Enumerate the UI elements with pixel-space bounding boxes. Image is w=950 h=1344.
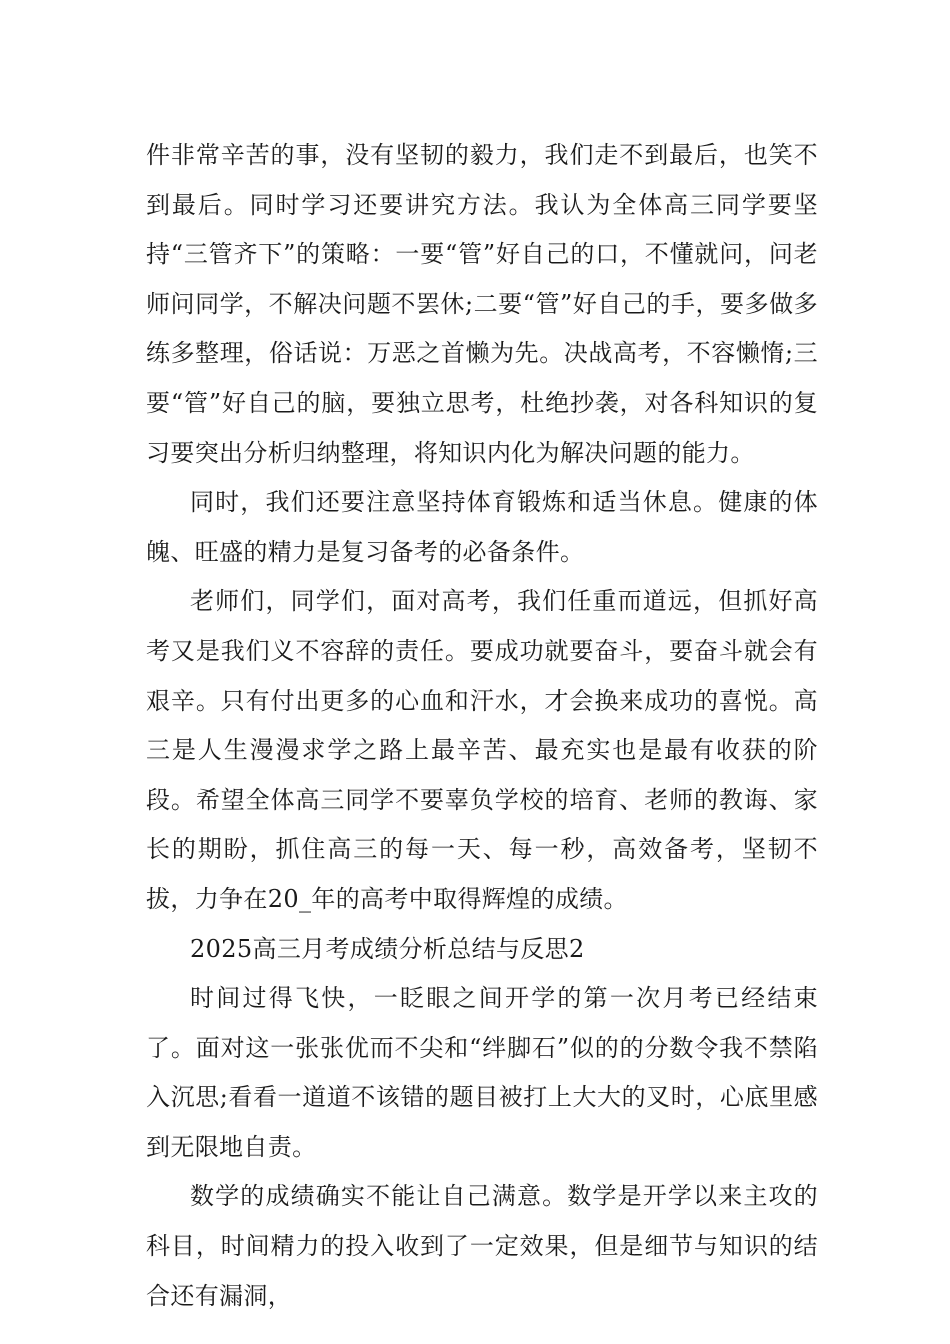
paragraph-teachers-students: 老师们，同学们，面对高考，我们任重而道远，但抓好高考又是我们义不容辞的责任。要成功就要奋斗，要奋斗就会有艰辛。只有付出更多的心血和汗水，才会换来成功的喜悦。高三是人生漫漫求学之路上最辛苦、最充实也是最有收获的阶段。希望全体高三同学不要辜负学校的培育、老师的教诲、家长的期盼，抓住高三的每一天、每一秒，高效备考，坚韧不拔，力争在20_年的高考中取得辉煌的成绩。	[146, 587, 818, 913]
paragraph-math: 数学的成绩确实不能让自己满意。数学是开学以来主攻的科目，时间精力的投入收到了一定效果，但是细节与知识的结合还有漏洞，	[146, 1182, 818, 1310]
paragraph-exercise: 同时，我们还要注意坚持体育锻炼和适当休息。健康的体魄、旺盛的精力是复习备考的必备条件。	[146, 488, 818, 566]
document-body	[146, 131, 818, 1321]
section-heading: 2025高三月考成绩分析总结与反思2	[190, 934, 585, 963]
paragraph-monthly-exam: 时间过得飞快，一眨眼之间开学的第一次月考已经结束了。面对这一张张优而不尖和“绊脚石”似的的分数令我不禁陷入沉思;看看一道道不该错的题目被打上大大的叉时，心底里感到无限地自责。	[146, 984, 818, 1161]
paragraph-continuation: 件非常辛苦的事，没有坚韧的毅力，我们走不到最后，也笑不到最后。同时学习还要讲究方法。我认为全体高三同学要坚持“三管齐下”的策略：一要“管”好自己的口，不懂就问，问老师问同学，不解决问题不罢休;二要“管”好自己的手，要多做多练多整理，俗话说：万恶之首懒为先。决战高考，不容懒惰;三要“管”好自己的脑，要独立思考，杜绝抄袭，对各科知识的复习要突出分析归纳整理，将知识内化为解决问题的能力。	[146, 141, 818, 467]
